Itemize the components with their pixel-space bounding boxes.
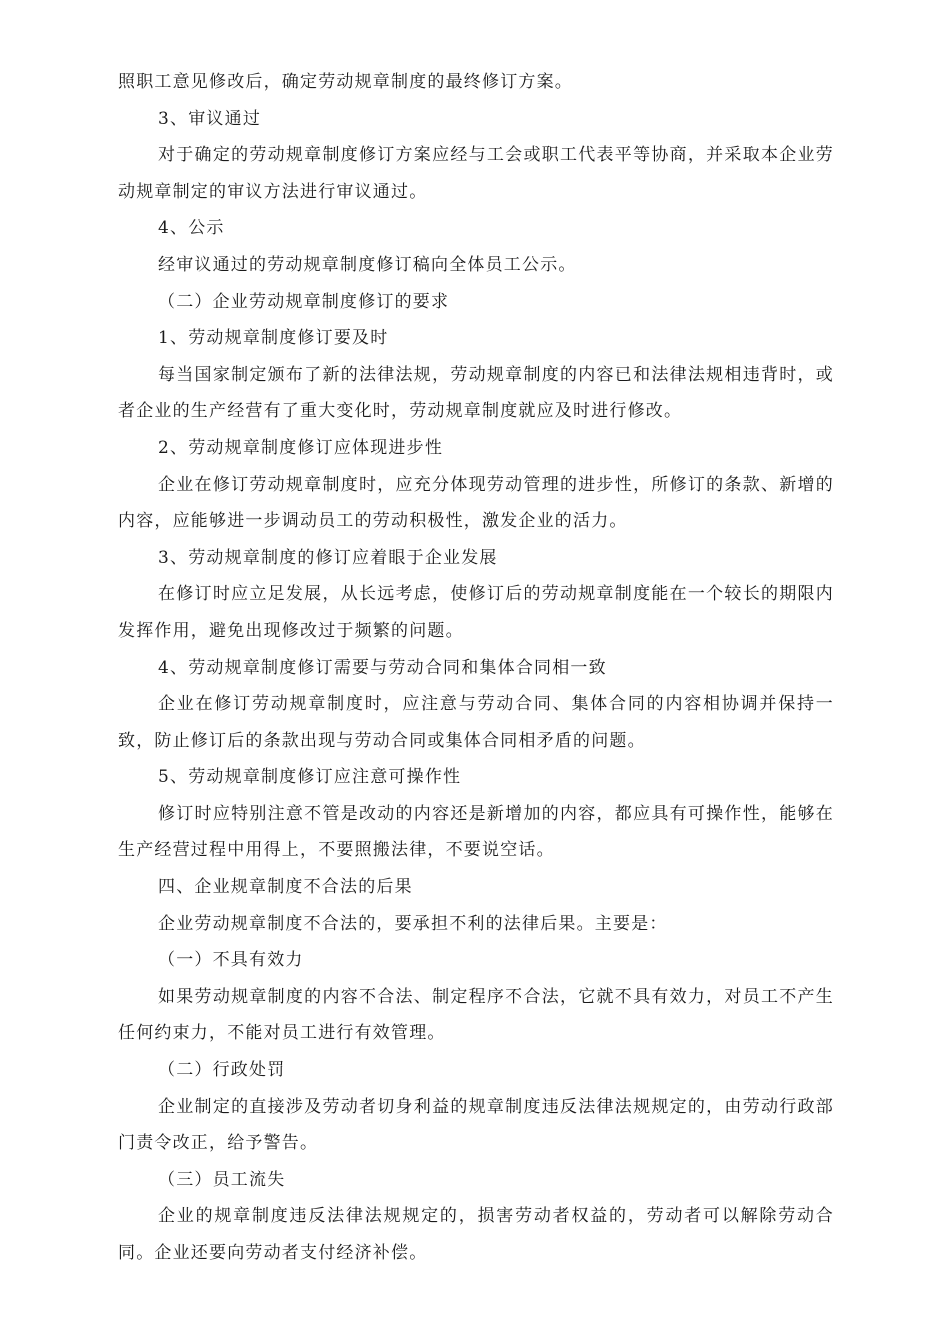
paragraph: 经审议通过的劳动规章制度修订稿向全体员工公示。 [158,254,577,275]
paragraph: 修订时应特别注意不管是改动的内容还是新增加的内容，都应具有可操作性，能够在生产经营过程中用得上，不要照搬法律，不要说空话。 [118,803,834,861]
section-heading: （一）不具有效力 [158,950,304,971]
paragraph: 企业制定的直接涉及劳动者切身利益的规章制度违反法律法规规定的，由劳动行政部门责令改正，给予警告。 [118,1096,834,1154]
section-heading: （三）员工流失 [158,1169,286,1190]
section-heading: 3、审议通过 [158,108,262,129]
section-heading: 3、劳动规章制度的修订应着眼于企业发展 [158,547,498,568]
section-heading: （二）企业劳动规章制度修订的要求 [158,291,450,312]
section-heading: 4、劳动规章制度修订需要与劳动合同和集体合同相一致 [158,657,607,678]
paragraph: 如果劳动规章制度的内容不合法、制定程序不合法，它就不具有效力，对员工不产生任何约束力，不能对员工进行有效管理。 [118,986,834,1044]
paragraph: 在修订时应立足发展，从长远考虑，使修订后的劳动规章制度能在一个较长的期限内发挥作用，避免出现修改过于频繁的问题。 [118,584,834,641]
section-heading: 4、公示 [158,218,225,239]
paragraph: 照职工意见修改后，确定劳动规章制度的最终修订方案。 [118,72,573,92]
section-heading: 5、劳动规章制度修订应注意可操作性 [158,767,462,788]
paragraph: 企业的规章制度违反法律法规规定的，损害劳动者权益的，劳动者可以解除劳动合同。企业还要向劳动者支付经济补偿。 [118,1206,834,1263]
section-heading: 1、劳动规章制度修订要及时 [158,328,389,349]
paragraph: 对于确定的劳动规章制度修订方案应经与工会或职工代表平等协商，并采取本企业劳动规章制定的审议方法进行审议通过。 [118,145,834,202]
section-heading: （二）行政处罚 [158,1060,286,1081]
paragraph: 企业在修订劳动规章制度时，应注意与劳动合同、集体合同的内容相协调并保持一致，防止修订后的条款出现与劳动合同或集体合同相矛盾的问题。 [118,694,834,751]
paragraph: 企业在修订劳动规章制度时，应充分体现劳动管理的进步性，所修订的条款、新增的内容，应能够进一步调动员工的劳动积极性，激发企业的活力。 [118,474,834,532]
paragraph: 每当国家制定颁布了新的法律法规，劳动规章制度的内容已和法律法规相违背时，或者企业的生产经营有了重大变化时，劳动规章制度就应及时进行修改。 [118,364,834,422]
section-heading: 四、企业规章制度不合法的后果 [158,877,413,898]
document-body [118,64,834,1272]
section-heading: 2、劳动规章制度修订应体现进步性 [158,437,444,458]
paragraph: 企业劳动规章制度不合法的，要承担不利的法律后果。主要是： [158,913,668,934]
